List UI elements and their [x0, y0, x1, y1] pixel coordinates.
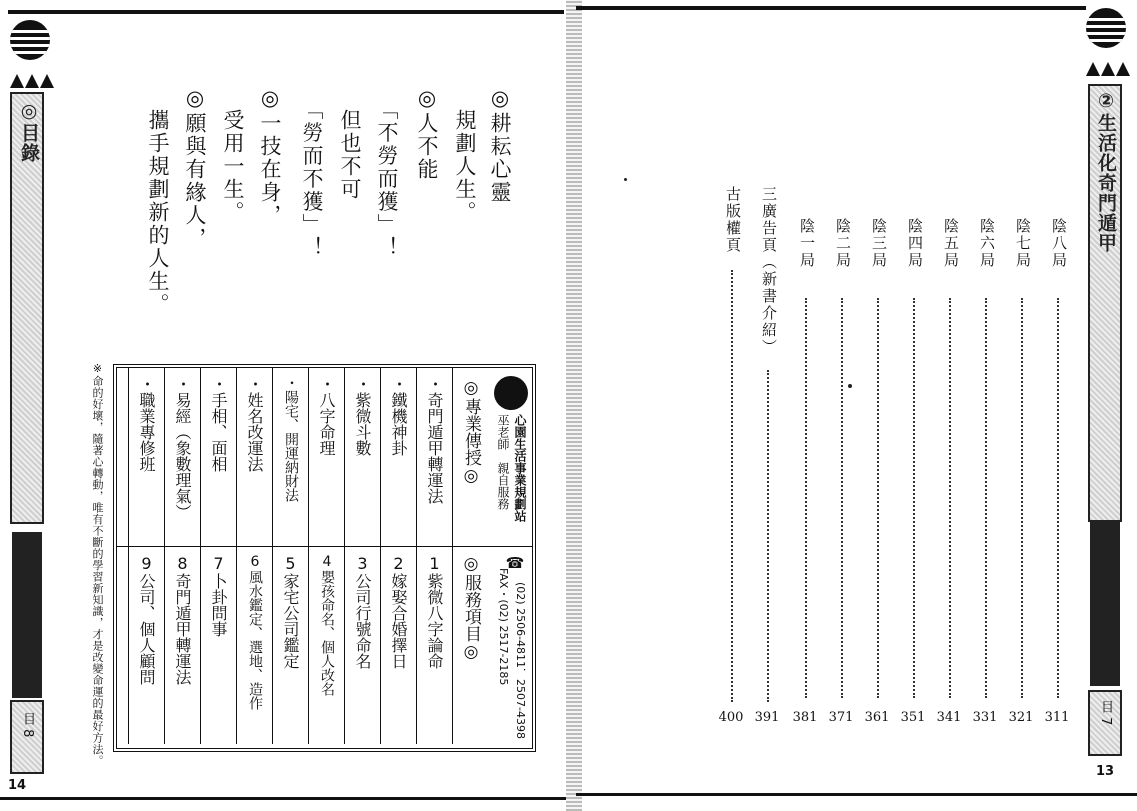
- services-column-2: [380, 368, 416, 744]
- logo-emblem: [10, 20, 54, 88]
- toc-entry[interactable]: [863, 218, 897, 763]
- toc-label: 陰五局: [942, 218, 960, 269]
- teacher-name: 巫老師 親自服務: [496, 414, 510, 510]
- toc-leader: [949, 298, 951, 698]
- services-column-9: [128, 368, 164, 744]
- toc-entry[interactable]: [1007, 218, 1041, 763]
- services-column-6: [236, 368, 272, 744]
- teaching-item: ・鐵機神卦: [389, 376, 408, 456]
- service-item: 9公司、個人顧問: [137, 554, 156, 685]
- teaching-item: ・紫微斗數: [353, 376, 372, 456]
- motto-line: 受用一生。: [221, 86, 245, 224]
- services-header-column: [488, 368, 534, 744]
- service-item: 5家宅公司鑑定: [281, 554, 300, 669]
- toc-label: 陰七局: [1014, 218, 1032, 269]
- service-item: 2嫁娶合婚擇日: [389, 554, 408, 669]
- teaching-header: ◎專業傳授◎: [461, 378, 481, 486]
- toc-page-number: 361: [864, 710, 890, 725]
- print-speck: [624, 178, 627, 181]
- top-rule: [8, 10, 564, 14]
- services-column-3: [344, 368, 380, 744]
- toc-page-number: 400: [718, 710, 744, 725]
- side-title: ◎目錄: [18, 100, 40, 163]
- services-box: [113, 364, 536, 752]
- toc-entry[interactable]: [971, 218, 1005, 763]
- services-column-8: [164, 368, 200, 744]
- toc-page-number: 371: [828, 710, 854, 725]
- motto-line: 攜手規劃新的人生。: [146, 86, 170, 316]
- toc-leader: [913, 298, 915, 698]
- toc-label: 陰八局: [1050, 218, 1068, 269]
- motto-line: 但也不可: [338, 86, 362, 201]
- teaching-item: ・姓名改運法: [245, 376, 264, 472]
- service-header: ◎服務項目◎: [461, 554, 481, 662]
- toc-label: 三廣告頁（新書介紹）: [760, 186, 778, 356]
- toc-page-number: 351: [900, 710, 926, 725]
- toc-leader: [1021, 298, 1023, 698]
- motto-line: ◎一技在身，: [258, 86, 282, 227]
- bottom-rule: [0, 797, 566, 800]
- toc-label: 陰一局: [798, 218, 816, 269]
- motto-line: 「不勞而獲」！: [375, 86, 399, 260]
- services-column-7: [200, 368, 236, 744]
- right-page: [576, 0, 1137, 811]
- phone-number: (02) 2506-4811．2507-4398: [514, 582, 527, 739]
- toc-page-number: 311: [1044, 710, 1070, 725]
- toc-entry[interactable]: [1043, 218, 1077, 763]
- page-number: 14: [8, 778, 27, 793]
- teaching-item: ・職業專修班: [137, 376, 156, 472]
- toc-leader: [731, 270, 733, 702]
- services-column-5: [272, 368, 308, 744]
- teaching-item: ・手相、面相: [209, 376, 228, 472]
- service-item: 3公司行號命名: [353, 554, 372, 669]
- toc-page-number: 331: [972, 710, 998, 725]
- section-header-column: [452, 368, 488, 744]
- toc-label: 古版權頁: [724, 186, 742, 254]
- motto-line: 規劃人生。: [453, 86, 477, 224]
- teaching-item: ・易經（象數理氣）: [173, 376, 192, 520]
- motto-line: 「勞而不獲」！: [300, 86, 324, 260]
- toc-page-number: 341: [936, 710, 962, 725]
- logo-emblem: [1086, 8, 1130, 76]
- toc-entry[interactable]: [753, 186, 787, 731]
- bottom-rule: [576, 793, 1137, 796]
- toc-label: 陰二局: [834, 218, 852, 269]
- page-number: 13: [1096, 764, 1115, 779]
- services-column-4: [308, 368, 344, 744]
- org-name: 心園生活事業規劃站: [513, 414, 527, 522]
- seal-icon: [494, 376, 528, 410]
- toc-page-number: 321: [1008, 710, 1034, 725]
- toc-label: 陰三局: [870, 218, 888, 269]
- phone-icon: ☎: [506, 554, 524, 572]
- toc-leader: [1057, 298, 1059, 698]
- toc-leader: [985, 298, 987, 698]
- motto-line: ◎願與有緣人，: [183, 86, 207, 250]
- toc-leader: [877, 298, 879, 698]
- service-item: 8奇門遁甲轉運法: [173, 554, 192, 685]
- side-strip-dark-band: [12, 532, 42, 698]
- services-column-1: [416, 368, 452, 744]
- side-footer: 目 7: [1098, 700, 1113, 726]
- toc-leader: [841, 298, 843, 698]
- toc-entry[interactable]: [899, 218, 933, 763]
- toc-leader: [805, 298, 807, 698]
- teaching-item: ・陽宅、開運納財法: [283, 376, 299, 502]
- toc-entry[interactable]: [791, 218, 825, 763]
- print-speck: [848, 384, 852, 388]
- motto-line: ◎耕耘心靈: [488, 86, 512, 204]
- toc-entry[interactable]: [717, 186, 751, 731]
- toc-page-number: 381: [792, 710, 818, 725]
- toc-leader: [767, 370, 769, 702]
- footnote: ※命的好壞，隨著心轉動，唯有不斷的學習新知識，才是改變命運的最好方法。: [91, 362, 104, 767]
- top-rule: [576, 6, 1086, 10]
- service-item: 4嬰孩命名、個人改名: [319, 554, 335, 696]
- side-strip-dark-band: [1090, 520, 1120, 686]
- service-item: 6風水鑑定、選地、造作: [247, 554, 263, 710]
- fax-number: FAX・(02) 2517-2185: [497, 568, 510, 686]
- teaching-item: ・八字命理: [317, 376, 336, 456]
- side-footer: 目 8: [20, 712, 35, 738]
- side-title: ②生活化奇門遁甲: [1095, 90, 1117, 253]
- toc-entry[interactable]: [827, 218, 861, 763]
- toc-label: 陰四局: [906, 218, 924, 269]
- toc-label: 陰六局: [978, 218, 996, 269]
- toc-page-number: 391: [754, 710, 780, 725]
- teaching-item: ・奇門遁甲轉運法: [425, 376, 444, 504]
- motto-line: ◎人不能: [415, 86, 439, 181]
- service-item: 1紫微八字論命: [425, 554, 444, 669]
- service-item: 7卜卦問事: [209, 554, 228, 637]
- toc-entry[interactable]: [935, 218, 969, 763]
